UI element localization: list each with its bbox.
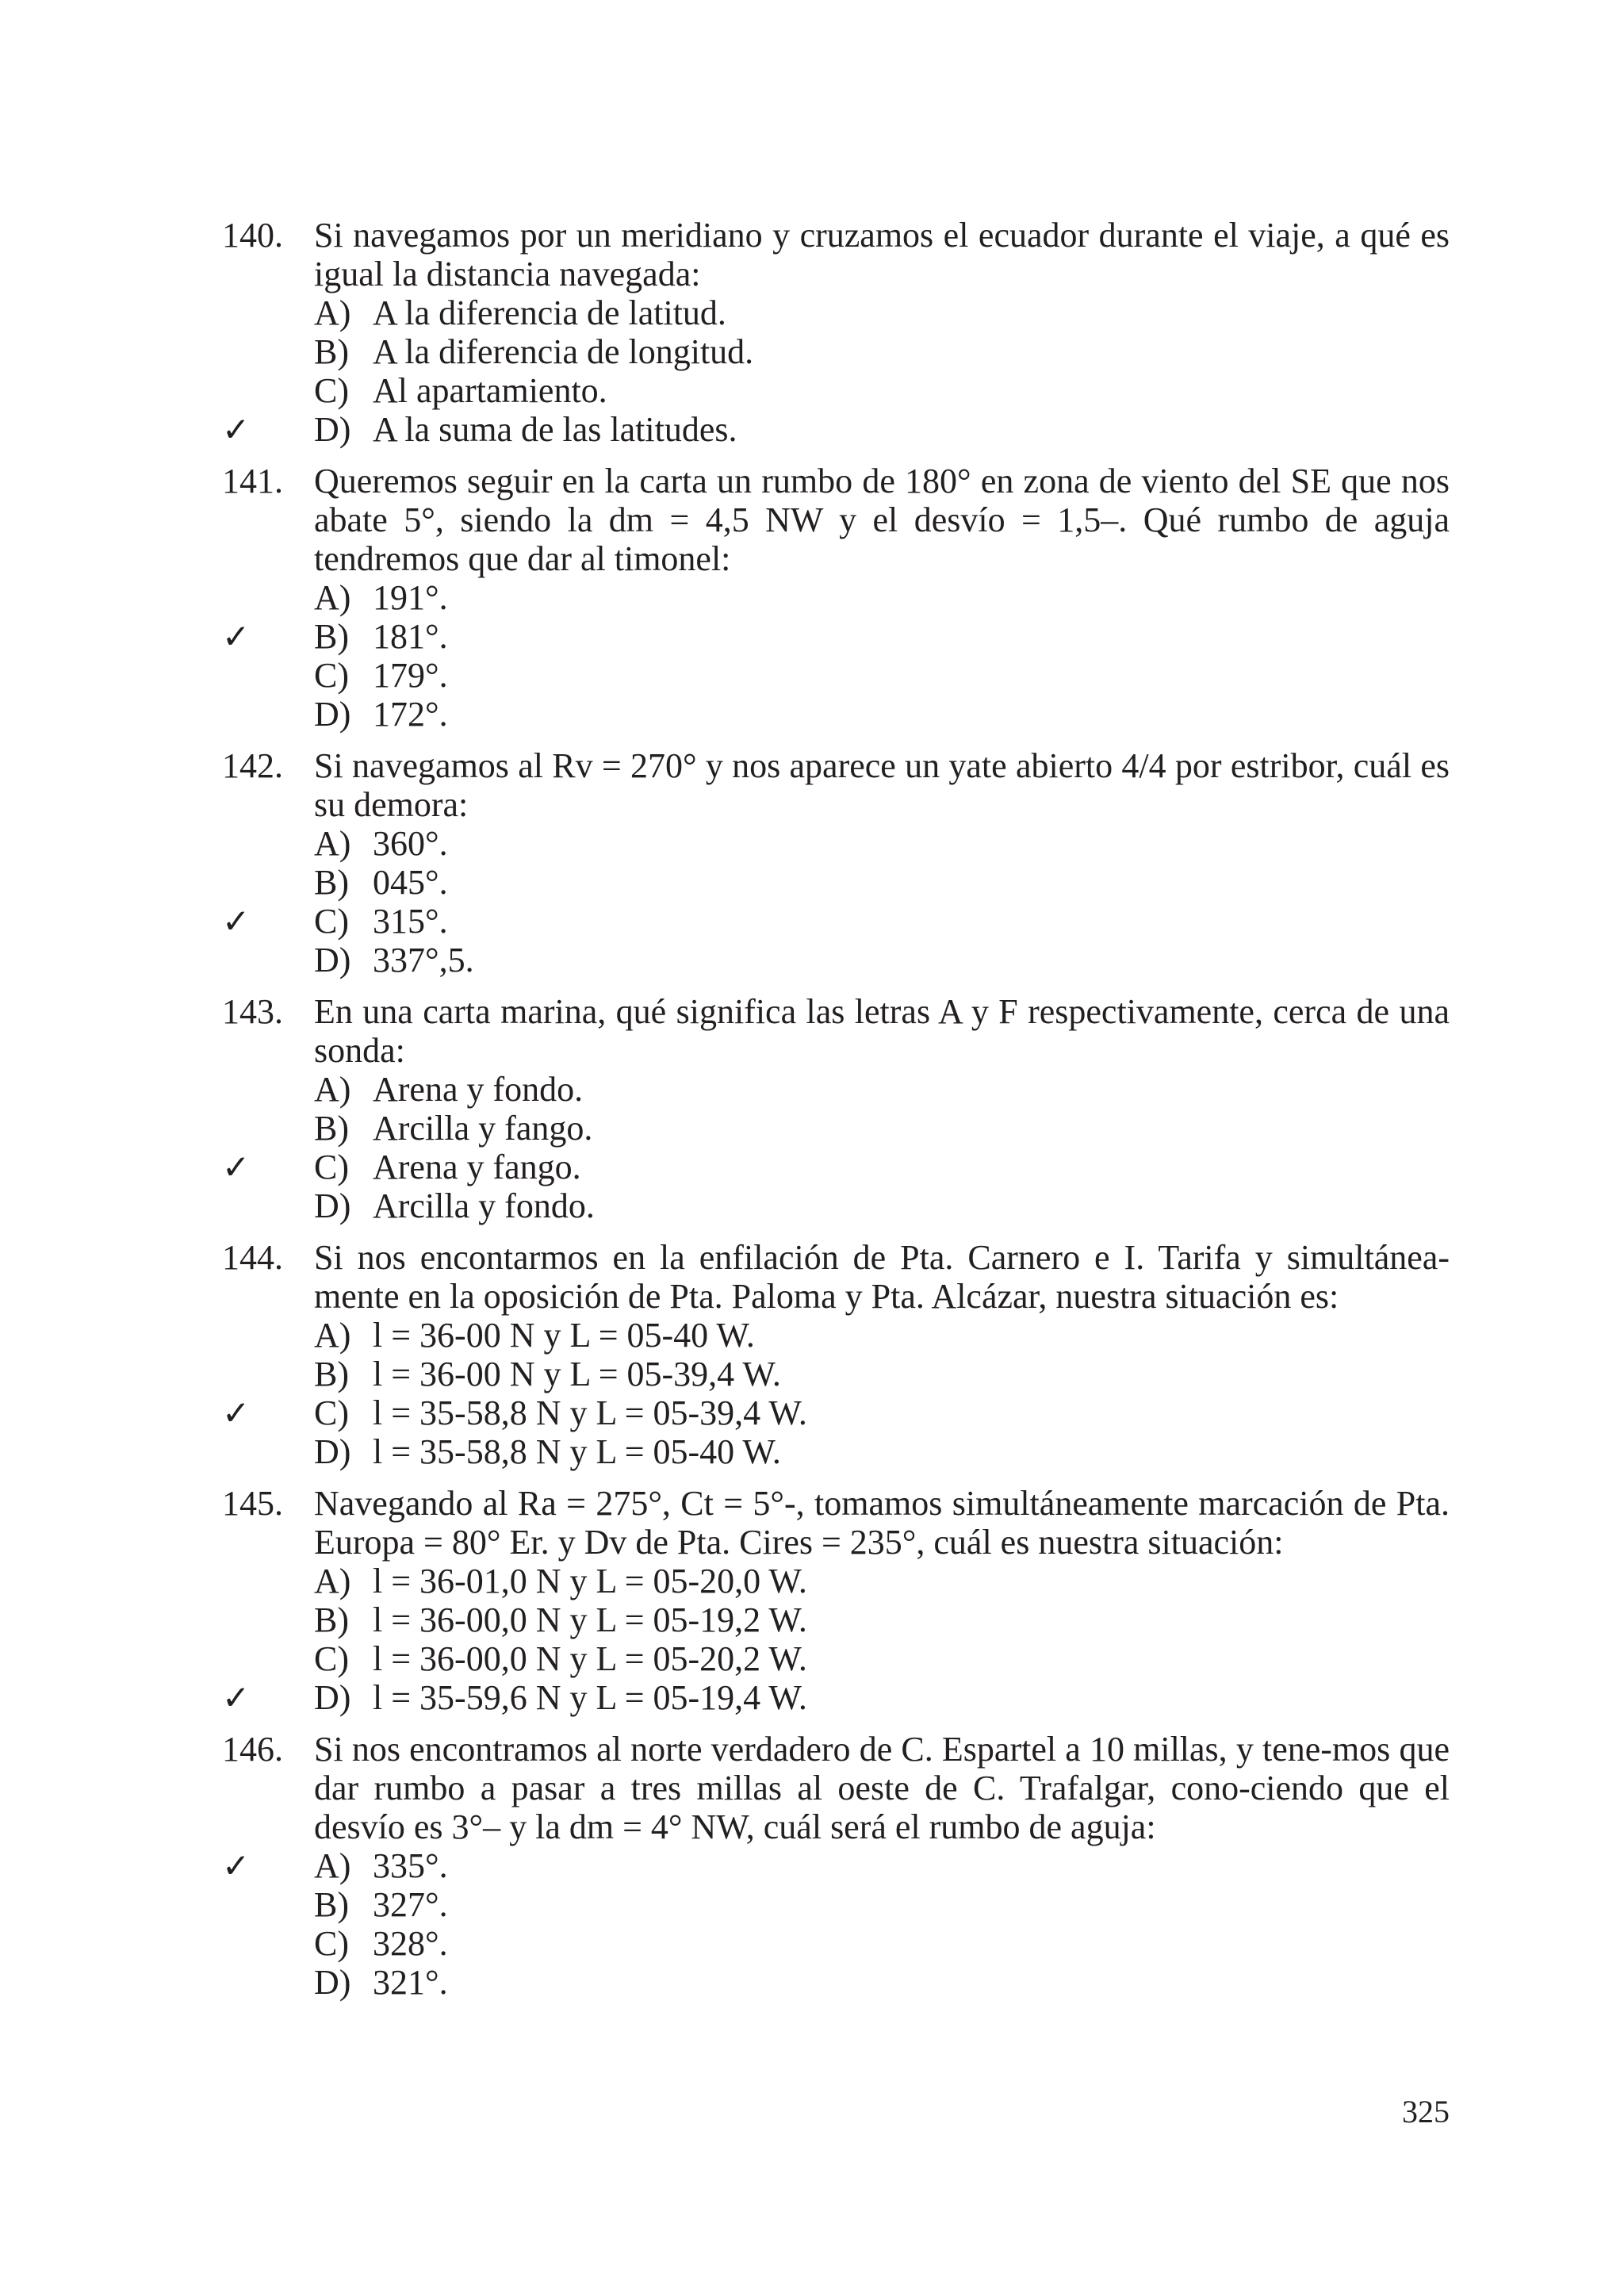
option-letter: A)	[314, 1846, 351, 1885]
answer-options	[222, 1562, 1450, 1717]
option-letter: B)	[314, 1885, 349, 1924]
question-text: Queremos seguir en la carta un rumbo de 180° en zona de viento del SE que nos abate 5°, siendo la dm = 4,5 NW y el desvío = 1,5–. Qué rumbo de aguja tendremos que dar al timonel:	[314, 462, 1450, 578]
option-letter: C)	[314, 902, 349, 941]
option-letter: A)	[314, 824, 351, 863]
answer-option	[222, 1186, 1450, 1225]
question-145	[222, 1484, 1450, 1717]
question-text: Si navegamos al Rv = 270° y nos aparece un yate abierto 4/4 por estribor, cuál es su demora:	[314, 746, 1450, 824]
question-143	[222, 992, 1450, 1225]
option-text: l = 35-59,6 N y L = 05-19,4 W.	[373, 1678, 807, 1717]
option-letter: A)	[314, 1316, 351, 1355]
checkmark-icon: ✓	[222, 410, 251, 449]
question-140	[222, 216, 1450, 449]
answer-option	[222, 863, 1450, 902]
question-header	[222, 1730, 1450, 1846]
option-letter: C)	[314, 1639, 349, 1678]
answer-options	[222, 1846, 1450, 2002]
option-letter: D)	[314, 695, 351, 734]
question-header	[222, 462, 1450, 578]
option-text: 179°.	[373, 656, 448, 695]
option-text: 335°.	[373, 1846, 448, 1885]
option-letter: A)	[314, 1070, 351, 1109]
answer-option	[222, 695, 1450, 734]
option-letter: D)	[314, 1963, 351, 2002]
answer-options	[222, 1070, 1450, 1225]
question-header	[222, 1484, 1450, 1562]
option-text: l = 36-00 N y L = 05-40 W.	[373, 1316, 755, 1355]
question-number: 140.	[222, 216, 283, 255]
option-text: Arena y fondo.	[373, 1070, 584, 1109]
option-letter: D)	[314, 1432, 351, 1471]
option-letter: B)	[314, 617, 349, 656]
option-text: l = 36-00,0 N y L = 05-19,2 W.	[373, 1600, 807, 1639]
question-list	[222, 216, 1450, 2014]
option-text: Al apartamiento.	[373, 371, 607, 410]
option-text: A la diferencia de latitud.	[373, 293, 726, 332]
answer-option	[222, 824, 1450, 863]
answer-option	[222, 1148, 1450, 1186]
question-number: 143.	[222, 992, 283, 1031]
question-146	[222, 1730, 1450, 2002]
checkmark-icon: ✓	[222, 1846, 251, 1885]
option-letter: C)	[314, 1924, 349, 1963]
answer-option	[222, 1432, 1450, 1471]
question-header	[222, 992, 1450, 1070]
option-text: Arcilla y fondo.	[373, 1186, 595, 1225]
option-letter: C)	[314, 656, 349, 695]
option-letter: D)	[314, 941, 351, 979]
answer-option	[222, 902, 1450, 941]
option-text: l = 36-01,0 N y L = 05-20,0 W.	[373, 1562, 807, 1600]
answer-option	[222, 1639, 1450, 1678]
option-text: 315°.	[373, 902, 448, 941]
option-text: l = 36-00 N y L = 05-39,4 W.	[373, 1355, 781, 1393]
option-letter: B)	[314, 1600, 349, 1639]
option-letter: C)	[314, 1148, 349, 1186]
answer-option	[222, 1846, 1450, 1885]
option-text: Arcilla y fango.	[373, 1109, 593, 1148]
answer-option	[222, 1562, 1450, 1600]
answer-option	[222, 332, 1450, 371]
option-letter: C)	[314, 1393, 349, 1432]
option-text: 045°.	[373, 863, 448, 902]
checkmark-icon: ✓	[222, 1148, 251, 1186]
checkmark-icon: ✓	[222, 902, 251, 941]
question-header	[222, 1238, 1450, 1316]
answer-option	[222, 410, 1450, 449]
answer-option	[222, 1600, 1450, 1639]
question-number: 146.	[222, 1730, 283, 1769]
option-text: 337°,5.	[373, 941, 474, 979]
option-text: 172°.	[373, 695, 448, 734]
checkmark-icon: ✓	[222, 617, 251, 656]
question-text: Si navegamos por un meridiano y cruzamos el ecuador durante el viaje, a qué es igual la distancia navegada:	[314, 216, 1450, 293]
option-text: 191°.	[373, 578, 448, 617]
question-141	[222, 462, 1450, 734]
option-text: l = 36-00,0 N y L = 05-20,2 W.	[373, 1639, 807, 1678]
option-text: l = 35-58,8 N y L = 05-40 W.	[373, 1432, 781, 1471]
option-letter: D)	[314, 410, 351, 449]
answer-options	[222, 1316, 1450, 1471]
question-number: 141.	[222, 462, 283, 500]
question-header	[222, 746, 1450, 824]
question-number: 145.	[222, 1484, 283, 1523]
option-text: Arena y fango.	[373, 1148, 581, 1186]
option-text: 360°.	[373, 824, 448, 863]
answer-option	[222, 656, 1450, 695]
question-text: Navegando al Ra = 275°, Ct = 5°-, tomamos simultáneamente marcación de Pta. Europa = 80° Er. y Dv de Pta. Cires = 235°, cuál es nuestra situación:	[314, 1484, 1450, 1562]
page-number: 325	[1402, 2094, 1450, 2129]
option-text: 321°.	[373, 1963, 448, 2002]
option-text: l = 35-58,8 N y L = 05-39,4 W.	[373, 1393, 807, 1432]
answer-option	[222, 1393, 1450, 1432]
question-text: Si nos encontramos al norte verdadero de C. Espartel a 10 millas, y tene-mos que dar rumbo a pasar a tres millas al oeste de C. Trafalgar, cono-ciendo que el desvío es 3°– y la dm = 4° NW, cuál será el rumbo de aguja:	[314, 1730, 1450, 1846]
option-letter: C)	[314, 371, 349, 410]
option-letter: B)	[314, 1109, 349, 1148]
option-letter: A)	[314, 293, 351, 332]
option-text: A la suma de las latitudes.	[373, 410, 737, 449]
option-text: 328°.	[373, 1924, 448, 1963]
option-letter: B)	[314, 863, 349, 902]
answer-option	[222, 1355, 1450, 1393]
answer-option	[222, 1885, 1450, 1924]
question-number: 142.	[222, 746, 283, 785]
question-text: Si nos encontarmos en la enfilación de Pta. Carnero e I. Tarifa y simultánea-mente en la oposición de Pta. Paloma y Pta. Alcázar, nuestra situación es:	[314, 1238, 1450, 1316]
answer-option	[222, 1316, 1450, 1355]
answer-option	[222, 1924, 1450, 1963]
option-letter: B)	[314, 332, 349, 371]
answer-option	[222, 1678, 1450, 1717]
option-letter: B)	[314, 1355, 349, 1393]
question-142	[222, 746, 1450, 979]
checkmark-icon: ✓	[222, 1393, 251, 1432]
answer-option	[222, 941, 1450, 979]
question-144	[222, 1238, 1450, 1471]
question-number: 144.	[222, 1238, 283, 1277]
option-letter: D)	[314, 1186, 351, 1225]
option-text: 327°.	[373, 1885, 448, 1924]
option-text: A la diferencia de longitud.	[373, 332, 754, 371]
answer-options	[222, 293, 1450, 449]
answer-option	[222, 1109, 1450, 1148]
checkmark-icon: ✓	[222, 1678, 251, 1717]
answer-option	[222, 578, 1450, 617]
option-letter: A)	[314, 578, 351, 617]
answer-option	[222, 1963, 1450, 2002]
option-letter: D)	[314, 1678, 351, 1717]
option-text: 181°.	[373, 617, 448, 656]
answer-option	[222, 371, 1450, 410]
answer-option	[222, 1070, 1450, 1109]
answer-options	[222, 578, 1450, 734]
question-text: En una carta marina, qué significa las letras A y F respectivamente, cerca de una sonda:	[314, 992, 1450, 1070]
answer-option	[222, 617, 1450, 656]
question-header	[222, 216, 1450, 293]
option-letter: A)	[314, 1562, 351, 1600]
answer-options	[222, 824, 1450, 979]
answer-option	[222, 293, 1450, 332]
